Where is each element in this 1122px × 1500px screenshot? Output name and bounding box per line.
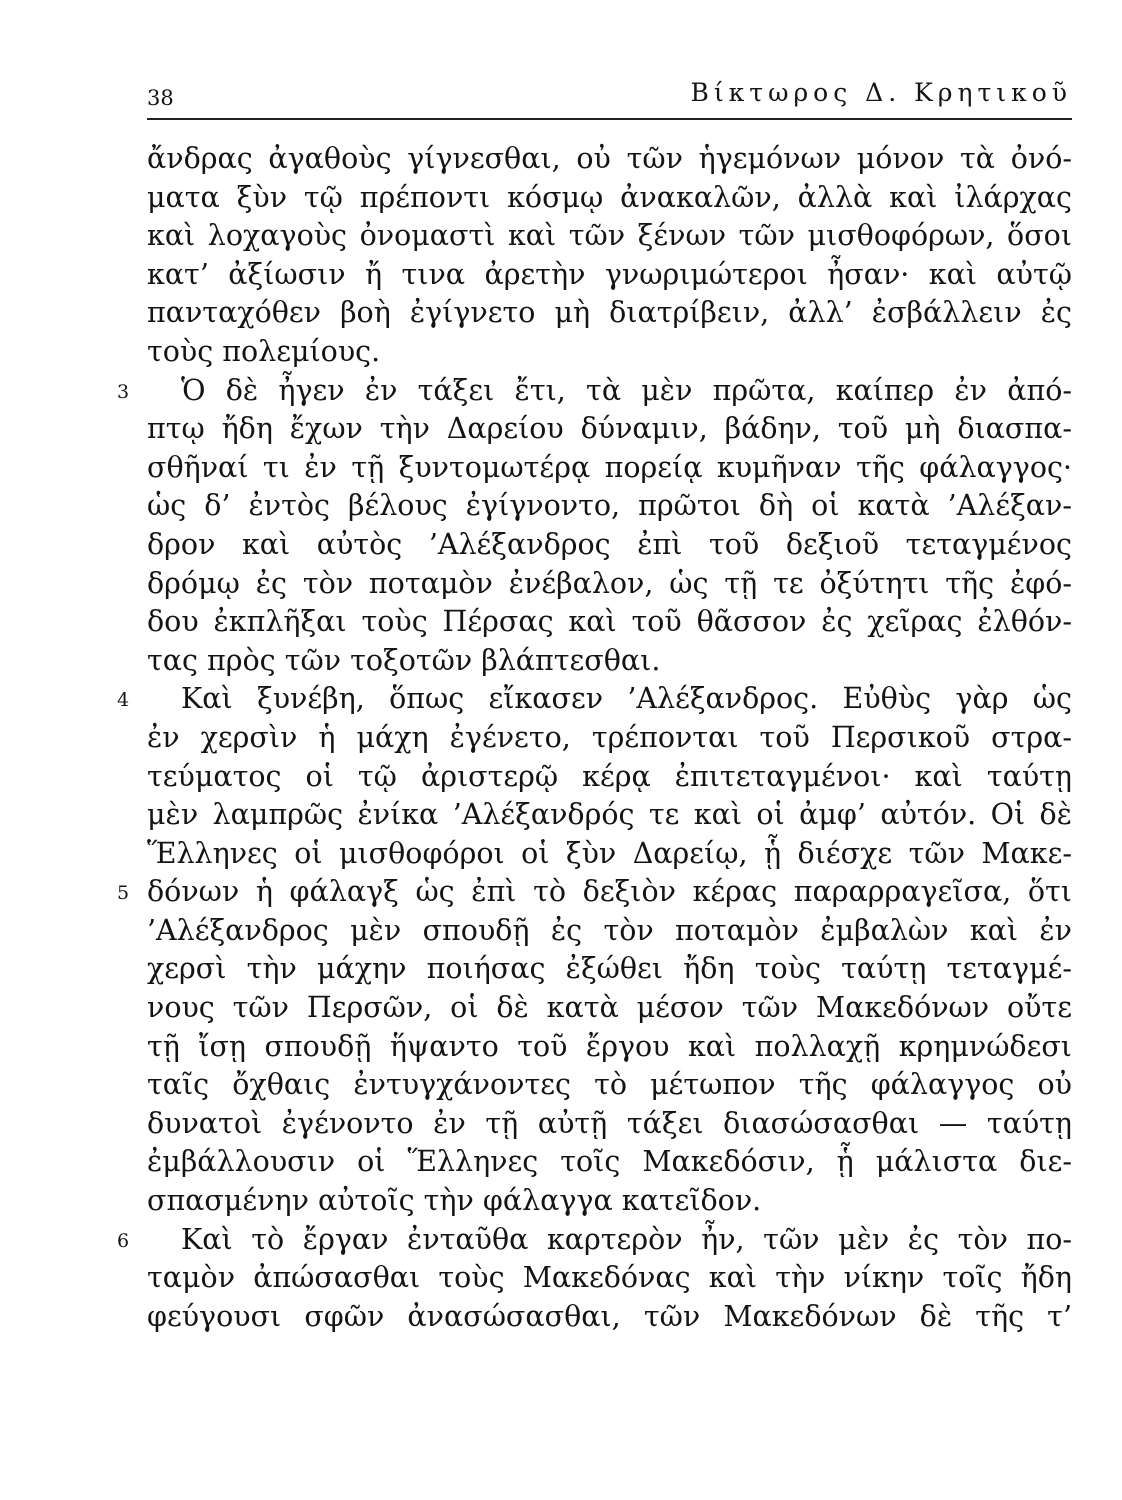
text-line bbox=[147, 1105, 1072, 1144]
text-line bbox=[147, 256, 1072, 295]
line-text: χερσὶ τὴν μάχην ποιήσας ἐξώθει ἤδη τοὺς ταύτῃ τεταγμέ- bbox=[147, 952, 1072, 986]
line-text: ὡς δ’ ἐντὸς βέλους ἐγίγνοντο, πρῶτοι δὴ οἱ κατὰ ’Αλέξαν- bbox=[147, 489, 1072, 523]
line-text: σπασμένην αὐτοῖς τὴν φάλαγγα κατεῖδον. bbox=[147, 1184, 762, 1218]
line-text: τῇ ἴσῃ σπουδῇ ἥψαντο τοῦ ἔργου καὶ πολλαχῇ κρημνώδεσι bbox=[147, 1029, 1072, 1063]
line-text: δυνατοὶ ἐγένοντο ἐν τῇ αὐτῇ τάξει διασώσασθαι — ταύτῃ bbox=[147, 1106, 1072, 1140]
text-line bbox=[147, 912, 1072, 951]
text-line bbox=[147, 294, 1072, 333]
line-text: δρόμῳ ἐς τὸν ποταμὸν ἐνέβαλον, ὡς τῇ τε ὀξύτητι τῆς ἐφό- bbox=[147, 566, 1072, 600]
text-line bbox=[147, 950, 1072, 989]
header-rule bbox=[147, 118, 1072, 120]
text-line bbox=[147, 179, 1072, 218]
line-text: σθῆναί τι ἐν τῇ ξυντομωτέρᾳ πορείᾳ κυμῆναν τῆς φάλαγγος· bbox=[147, 450, 1072, 484]
line-text: τοὺς πολεμίους. bbox=[147, 334, 381, 368]
line-text: τας πρὸς τῶν τοξοτῶν βλάπτεσθαι. bbox=[147, 643, 661, 677]
section-number: 6 bbox=[117, 1229, 130, 1252]
line-text: δρον καὶ αὐτὸς ’Αλέξανδρος ἐπὶ τοῦ δεξιοῦ τεταγμένος bbox=[147, 527, 1072, 561]
line-text: ταῖς ὄχθαις ἐντυγχάνοντες τὸ μέτωπον τῆς φάλαγγος οὐ bbox=[147, 1068, 1072, 1102]
section-number: 4 bbox=[117, 689, 130, 712]
line-text: πανταχόθεν βοὴ ἐγίγνετο μὴ διατρίβειν, ἀλλ’ ἐσβάλλειν ἐς bbox=[147, 296, 1072, 330]
line-text: δου ἐκπλῆξαι τοὺς Πέρσας καὶ τοῦ θᾶσσον ἐς χεῖρας ἐλθόν- bbox=[147, 605, 1072, 639]
text-line bbox=[147, 217, 1072, 256]
line-text: κατ’ ἀξίωσιν ἤ τινα ἀρετὴν γνωριμώτεροι ἦσαν· καὶ αὐτῷ bbox=[147, 257, 1072, 291]
text-line bbox=[147, 487, 1072, 526]
line-text: Ὁ δὲ ἦγεν ἐν τάξει ἔτι, τὰ μὲν πρῶτα, καίπερ ἐν ἀπό- bbox=[181, 373, 1072, 407]
text-line bbox=[147, 719, 1072, 758]
text-line bbox=[147, 140, 1072, 179]
line-text: δόνων ἡ φάλαγξ ὡς ἐπὶ τὸ δεξιὸν κέρας παραρραγεῖσα, ὅτι bbox=[147, 875, 1072, 909]
text-line bbox=[147, 449, 1072, 488]
page-number: 38 bbox=[147, 86, 174, 110]
line-text: νους τῶν Περσῶν, οἱ δὲ κατὰ μέσον τῶν Μακεδόνων οὔτε bbox=[147, 991, 1072, 1025]
text-line bbox=[147, 642, 1072, 681]
text-line bbox=[147, 1066, 1072, 1105]
text-line bbox=[147, 796, 1072, 835]
line-text: τεύματος οἱ τῷ ἀριστερῷ κέρᾳ ἐπιτεταγμένοι· καὶ ταύτῃ bbox=[147, 759, 1072, 793]
line-text: Καὶ τὸ ἔργαν ἐνταῦθα καρτερὸν ἦν, τῶν μὲν ἐς τὸν πο- bbox=[181, 1222, 1072, 1256]
text-line bbox=[117, 680, 1072, 719]
section-number: 3 bbox=[117, 380, 130, 403]
text-line bbox=[117, 372, 1072, 411]
line-text: ἄνδρας ἀγαθοὺς γίγνεσθαι, οὐ τῶν ἡγεμόνων μόνον τὰ ὀνό- bbox=[147, 142, 1072, 175]
section-number: 5 bbox=[117, 882, 130, 905]
page-header bbox=[147, 72, 1072, 116]
text-line bbox=[117, 873, 1072, 912]
line-text: ματα ξὺν τῷ πρέποντι κόσμῳ ἀνακαλῶν, ἀλλὰ καὶ ἰλάρχας bbox=[147, 180, 1072, 214]
text-line bbox=[117, 1221, 1072, 1260]
main-text bbox=[117, 140, 1072, 1336]
line-text: ’Αλέξανδρος μὲν σπουδῇ ἐς τὸν ποταμὸν ἐμβαλὼν καὶ ἐν bbox=[147, 913, 1072, 947]
text-line bbox=[147, 333, 1072, 372]
line-text: ταμὸν ἀπώσασθαι τοὺς Μακεδόνας καὶ τὴν νίκην τοῖς ἤδη bbox=[147, 1261, 1072, 1295]
line-text: Καὶ ξυνέβη, ὅπως εἴκασεν ’Αλέξανδρος. Εὐθὺς γὰρ ὡς bbox=[181, 682, 1072, 716]
text-line bbox=[147, 758, 1072, 797]
text-line bbox=[147, 1143, 1072, 1182]
line-text: μὲν λαμπρῶς ἐνίκα ’Αλέξανδρός τε καὶ οἱ ἀμφ’ αὐτόν. Οἱ δὲ bbox=[147, 798, 1072, 832]
line-text: καὶ λοχαγοὺς ὀνομαστὶ καὶ τῶν ξένων τῶν μισθοφόρων, ὅσοι bbox=[147, 219, 1072, 253]
text-line bbox=[147, 1182, 1072, 1221]
text-line bbox=[147, 835, 1072, 874]
line-text: πτῳ ἤδη ἔχων τὴν Δαρείου δύναμιν, βάδην, τοῦ μὴ διασπα- bbox=[147, 412, 1072, 446]
line-text: ἐν χερσὶν ἡ μάχη ἐγένετο, τρέπονται τοῦ Περσικοῦ στρα- bbox=[147, 720, 1072, 754]
text-line bbox=[147, 603, 1072, 642]
line-text: φεύγουσι σφῶν ἀνασώσασθαι, τῶν Μακεδόνων δὲ τῆς τ’ bbox=[147, 1299, 1072, 1333]
text-line bbox=[147, 1298, 1072, 1337]
text-line bbox=[147, 1259, 1072, 1298]
text-line bbox=[147, 565, 1072, 604]
running-head: Βίκτωρος Δ. Κρητικοῦ bbox=[690, 78, 1072, 107]
text-line bbox=[147, 526, 1072, 565]
text-line bbox=[147, 1028, 1072, 1067]
text-line bbox=[147, 989, 1072, 1028]
line-text: ἐμβάλλουσιν οἱ Ἕλληνες τοῖς Μακεδόσιν, ᾗ μάλιστα διε- bbox=[147, 1145, 1072, 1179]
line-text: Ἕλληνες οἱ μισθοφόροι οἱ ξὺν Δαρείῳ, ᾗ διέσχε τῶν Μακε- bbox=[147, 836, 1072, 870]
text-line bbox=[147, 410, 1072, 449]
